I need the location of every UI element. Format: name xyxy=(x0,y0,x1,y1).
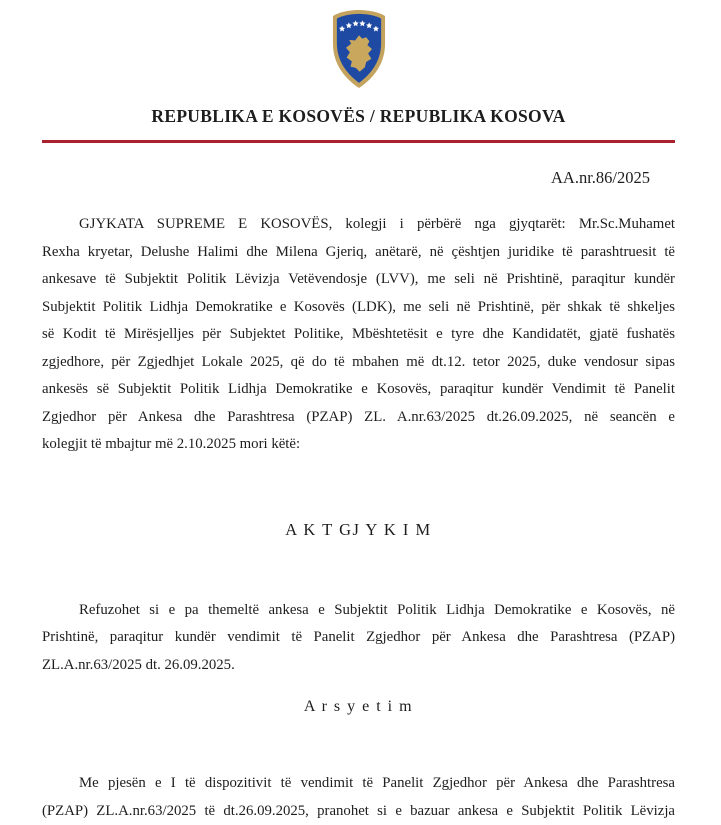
case-number: AA.nr.86/2025 xyxy=(42,167,675,188)
ruling-paragraph xyxy=(42,597,675,680)
republic-title: REPUBLIKA E KOSOVËS / REPUBLIKA KOSOVA xyxy=(42,106,675,127)
document-header xyxy=(42,8,675,90)
text-line: GJYKATA SUPREME E KOSOVËS, kolegji i përbërë nga gjyqtarët: Mr.Sc.Muhamet xyxy=(42,211,675,239)
text-line: (PZAP) ZL.A.nr.63/2025 të dt.26.09.2025, pranohet si e bazuar ankesa e Subjektit Politik Lëvizja xyxy=(42,798,675,825)
text-line: Prishtinë, paraqitur kundër vendimit të Panelit Zgjedhor për Ankesa dhe Parashtresa (PZAP) xyxy=(42,624,675,652)
reasoning-paragraph xyxy=(42,770,675,825)
judgment-heading: A K T GJ Y K I M xyxy=(42,519,675,541)
reasoning-heading: A r s y e t i m xyxy=(42,696,675,717)
text-line: ZL.A.nr.63/2025 dt. 26.09.2025. xyxy=(42,652,675,680)
header-rule xyxy=(42,140,675,143)
intro-paragraph xyxy=(42,211,675,459)
text-line: kolegjit të mbajtur më 2.10.2025 mori këtë: xyxy=(42,431,675,459)
text-line: Me pjesën e I të dispozitivit të vendimit të Panelit Zgjedhor për Ankesa dhe Parashtresa xyxy=(42,770,675,798)
text-line: Refuzohet si e pa themeltë ankesa e Subjektit Politik Lidhja Demokratike e Kosovës, në xyxy=(42,597,675,625)
text-line: Subjektit Politik Lidhja Demokratike e Kosovës (LDK), me seli në Prishtinë, për shkak të shkeljes xyxy=(42,294,675,322)
kosovo-coat-of-arms-icon xyxy=(326,8,392,90)
text-line: ankesave të Subjektit Politik Lëvizja Vetëvendosje (LVV), me seli në Prishtinë, paraqitur kundër xyxy=(42,266,675,294)
text-line: Rexha kryetar, Delushe Halimi dhe Milena Gjeriq, anëtarë, në çështjen juridike të parashtruesit të xyxy=(42,239,675,267)
text-line: zgjedhore, për Zgjedhjet Lokale 2025, që do të mbahen më dt.12. tetor 2025, duke vendosur sipas xyxy=(42,349,675,377)
text-line: ankesës së Subjektit Politik Lidhja Demokratike e Kosovës, paraqitur kundër Vendimit të Panelit xyxy=(42,376,675,404)
text-line: Zgjedhor për Ankesa dhe Parashtresa (PZAP) ZL. A.nr.63/2025 dt.26.09.2025, në seancën e xyxy=(42,404,675,432)
text-line: së Kodit të Mirësjelljes për Subjektet Politike, Mbështetësit e tyre dhe Kandidatët, gjatë fushatës xyxy=(42,321,675,349)
